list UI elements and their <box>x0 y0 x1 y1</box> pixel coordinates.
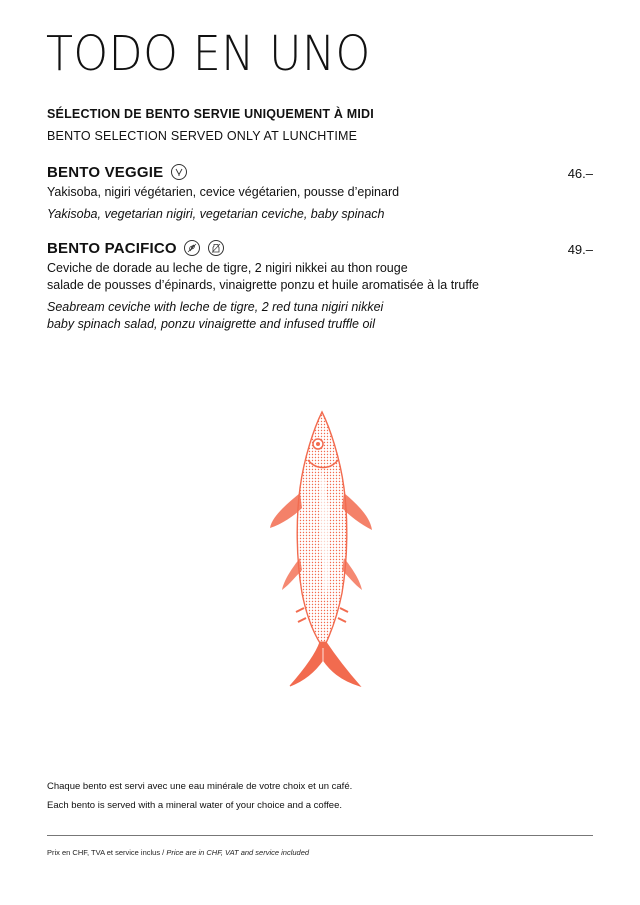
item-description-en <box>47 206 593 223</box>
vegetarian-icon <box>171 164 187 180</box>
service-note-french: Chaque bento est servi avec une eau minérale de votre choix et un café. <box>47 781 353 792</box>
divider <box>47 835 593 836</box>
description-line: Ceviche de dorade au leche de tigre, 2 nigiri nikkei au thon rouge <box>47 261 408 275</box>
description-line: Yakisoba, nigiri végétarien, cevice végétarien, pousse d’epinard <box>47 185 400 199</box>
page-title: TODO EN UNO <box>46 26 371 82</box>
menu-item-bento-veggie <box>47 164 593 223</box>
service-note-english: Each bento is served with a mineral water of your choice and a coffee. <box>47 800 343 811</box>
item-description-fr <box>47 184 593 201</box>
description-line: Seabream ceviche with leche de tigre, 2 red tuna nigiri nikkei <box>47 300 384 314</box>
item-name: BENTO PACIFICO <box>47 240 177 258</box>
item-name: BENTO VEGGIE <box>47 164 164 182</box>
subtitle-french: SÉLECTION DE BENTO SERVIE UNIQUEMENT À MIDI <box>47 107 374 121</box>
item-description-fr <box>47 260 593 294</box>
subtitle-english: BENTO SELECTION SERVED ONLY AT LUNCHTIME <box>47 129 358 143</box>
description-line: Yakisoba, vegetarian nigiri, vegetarian ceviche, baby spinach <box>47 207 385 221</box>
lactose-free-icon <box>208 240 224 256</box>
footnote-english: Price are in CHF, VAT and service included <box>166 848 310 857</box>
tuna-fish-illustration <box>260 408 380 695</box>
description-line: baby spinach salad, ponzu vinaigrette and infused truffle oil <box>47 317 375 331</box>
item-price: 46.– <box>567 166 593 181</box>
footnote-french: Prix en CHF, TVA et service inclus / <box>47 848 167 857</box>
menu-item-bento-pacifico <box>47 240 593 333</box>
description-line: salade de pousses d’épinards, vinaigrette ponzu et huile aromatisée à la truffe <box>47 278 479 292</box>
item-price: 49.– <box>567 242 593 257</box>
item-description-en <box>47 299 593 333</box>
price-footnote <box>47 848 309 857</box>
gluten-free-icon <box>184 240 200 256</box>
